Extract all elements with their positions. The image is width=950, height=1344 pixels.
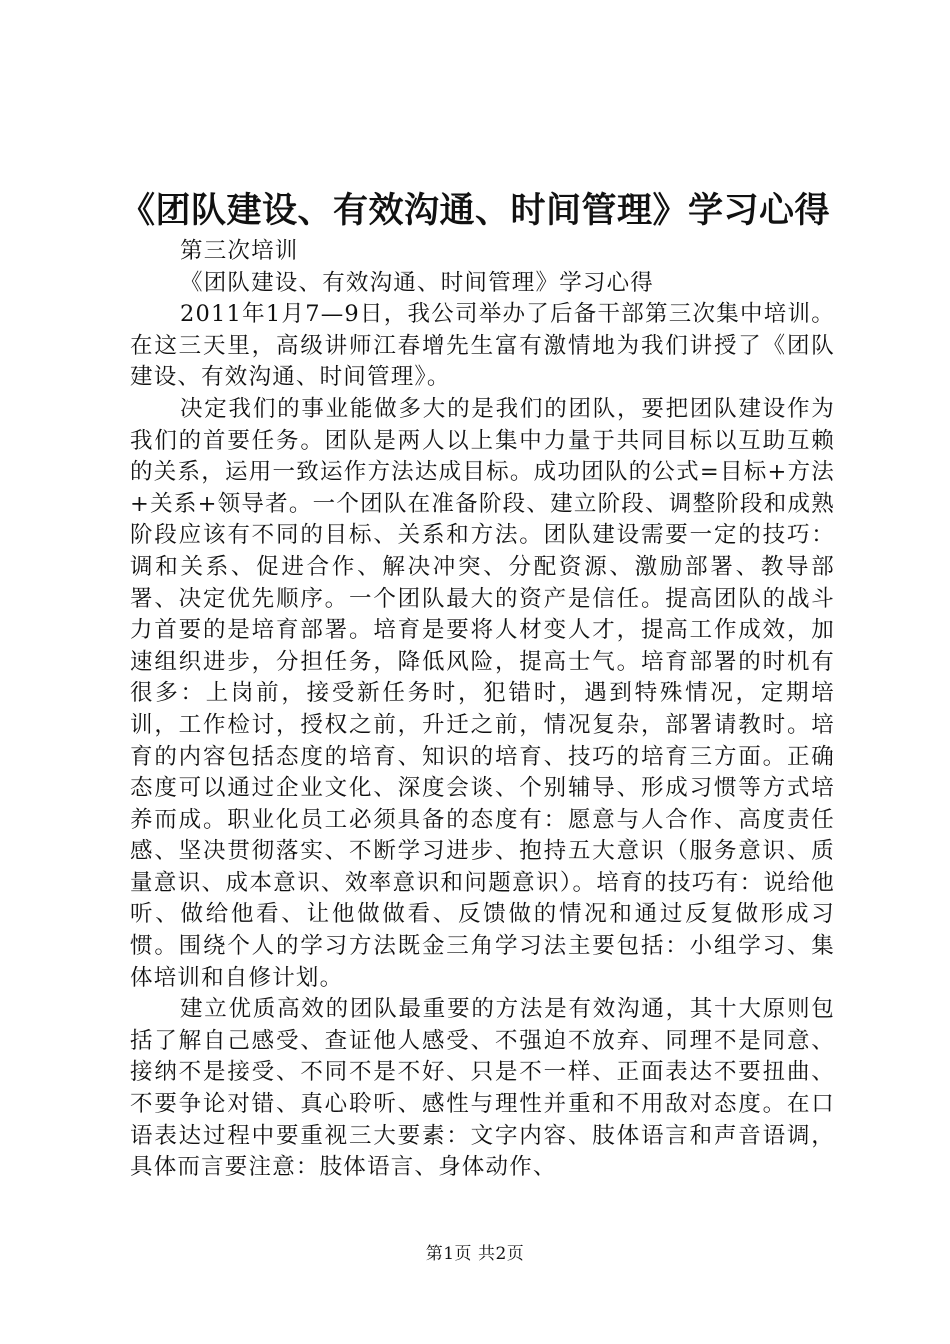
paragraph-subtitle: 第三次培训	[180, 238, 299, 264]
paragraph-communication: 建立优质高效的团队最重要的方法是有效沟通，其十大原则包括了解自己感受、查证他人感受、不强迫不放弃、同理不是同意、接纳不是接受、不同不是不好、只是不一样、正面表达不要扭曲、不要争论对错、真心聆听、感性与理性并重和不用敌对态度。在口语表达过程中要重视三大要素：文字内容、肢体语言和声音语调，具体而言要注意：肢体语言、身体动作、	[130, 996, 835, 1181]
paragraph-team-building: 决定我们的事业能做多大的是我们的团队，要把团队建设作为我们的首要任务。团队是两人以上集中力量于共同目标以互助互赖的关系，运用一致运作方法达成目标。成功团队的公式=目标+方法+关系+领导者。一个团队在准备阶段、建立阶段、调整阶段和成熟阶段应该有不同的目标、关系和方法。团队建设需要一定的技巧：调和关系、促进合作、解决冲突、分配资源、激励部署、教导部署、决定优先顺序。一个团队最大的资产是信任。提高团队的战斗力首要的是培育部署。培育是要将人材变人才，提高工作成效，加速组织进步，分担任务，降低风险，提高士气。培育部署的时机有很多：上岗前，接受新任务时，犯错时，遇到特殊情况，定期培训，工作检讨，授权之前，升迁之前，情况复杂，部署请教时。培育的内容包括态度的培育、知识的培育、技巧的培育三方面。正确态度可以通过企业文化、深度会谈、个别辅导、形成习惯等方式培养而成。职业化员工必须具备的态度有：愿意与人合作、高度责任感、坚决贯彻落实、不断学习进步、抱持五大意识（服务意识、质量意识、成本意识、效率意识和问题意识）。培育的技巧有：说给他听、做给他看、让他做做看、反馈做的情况和通过反复做形成习惯。围绕个人的学习方法既金三角学习法主要包括：小组学习、集体培训和自修计划。	[130, 395, 835, 991]
page-footer: 第1页 共2页	[425, 1244, 525, 1264]
paragraph-heading: 《团队建设、有效沟通、时间管理》学习心得	[180, 269, 655, 296]
document-title: 《团队建设、有效沟通、时间管理》学习心得	[119, 191, 830, 231]
paragraph-intro: 2011年1月7—9日，我公司举办了后备干部第三次集中培训。在这三天里，高级讲师江春增先生富有激情地为我们讲授了《团队建设、有效沟通、时间管理》。	[130, 301, 835, 391]
document-body	[130, 236, 835, 1184]
